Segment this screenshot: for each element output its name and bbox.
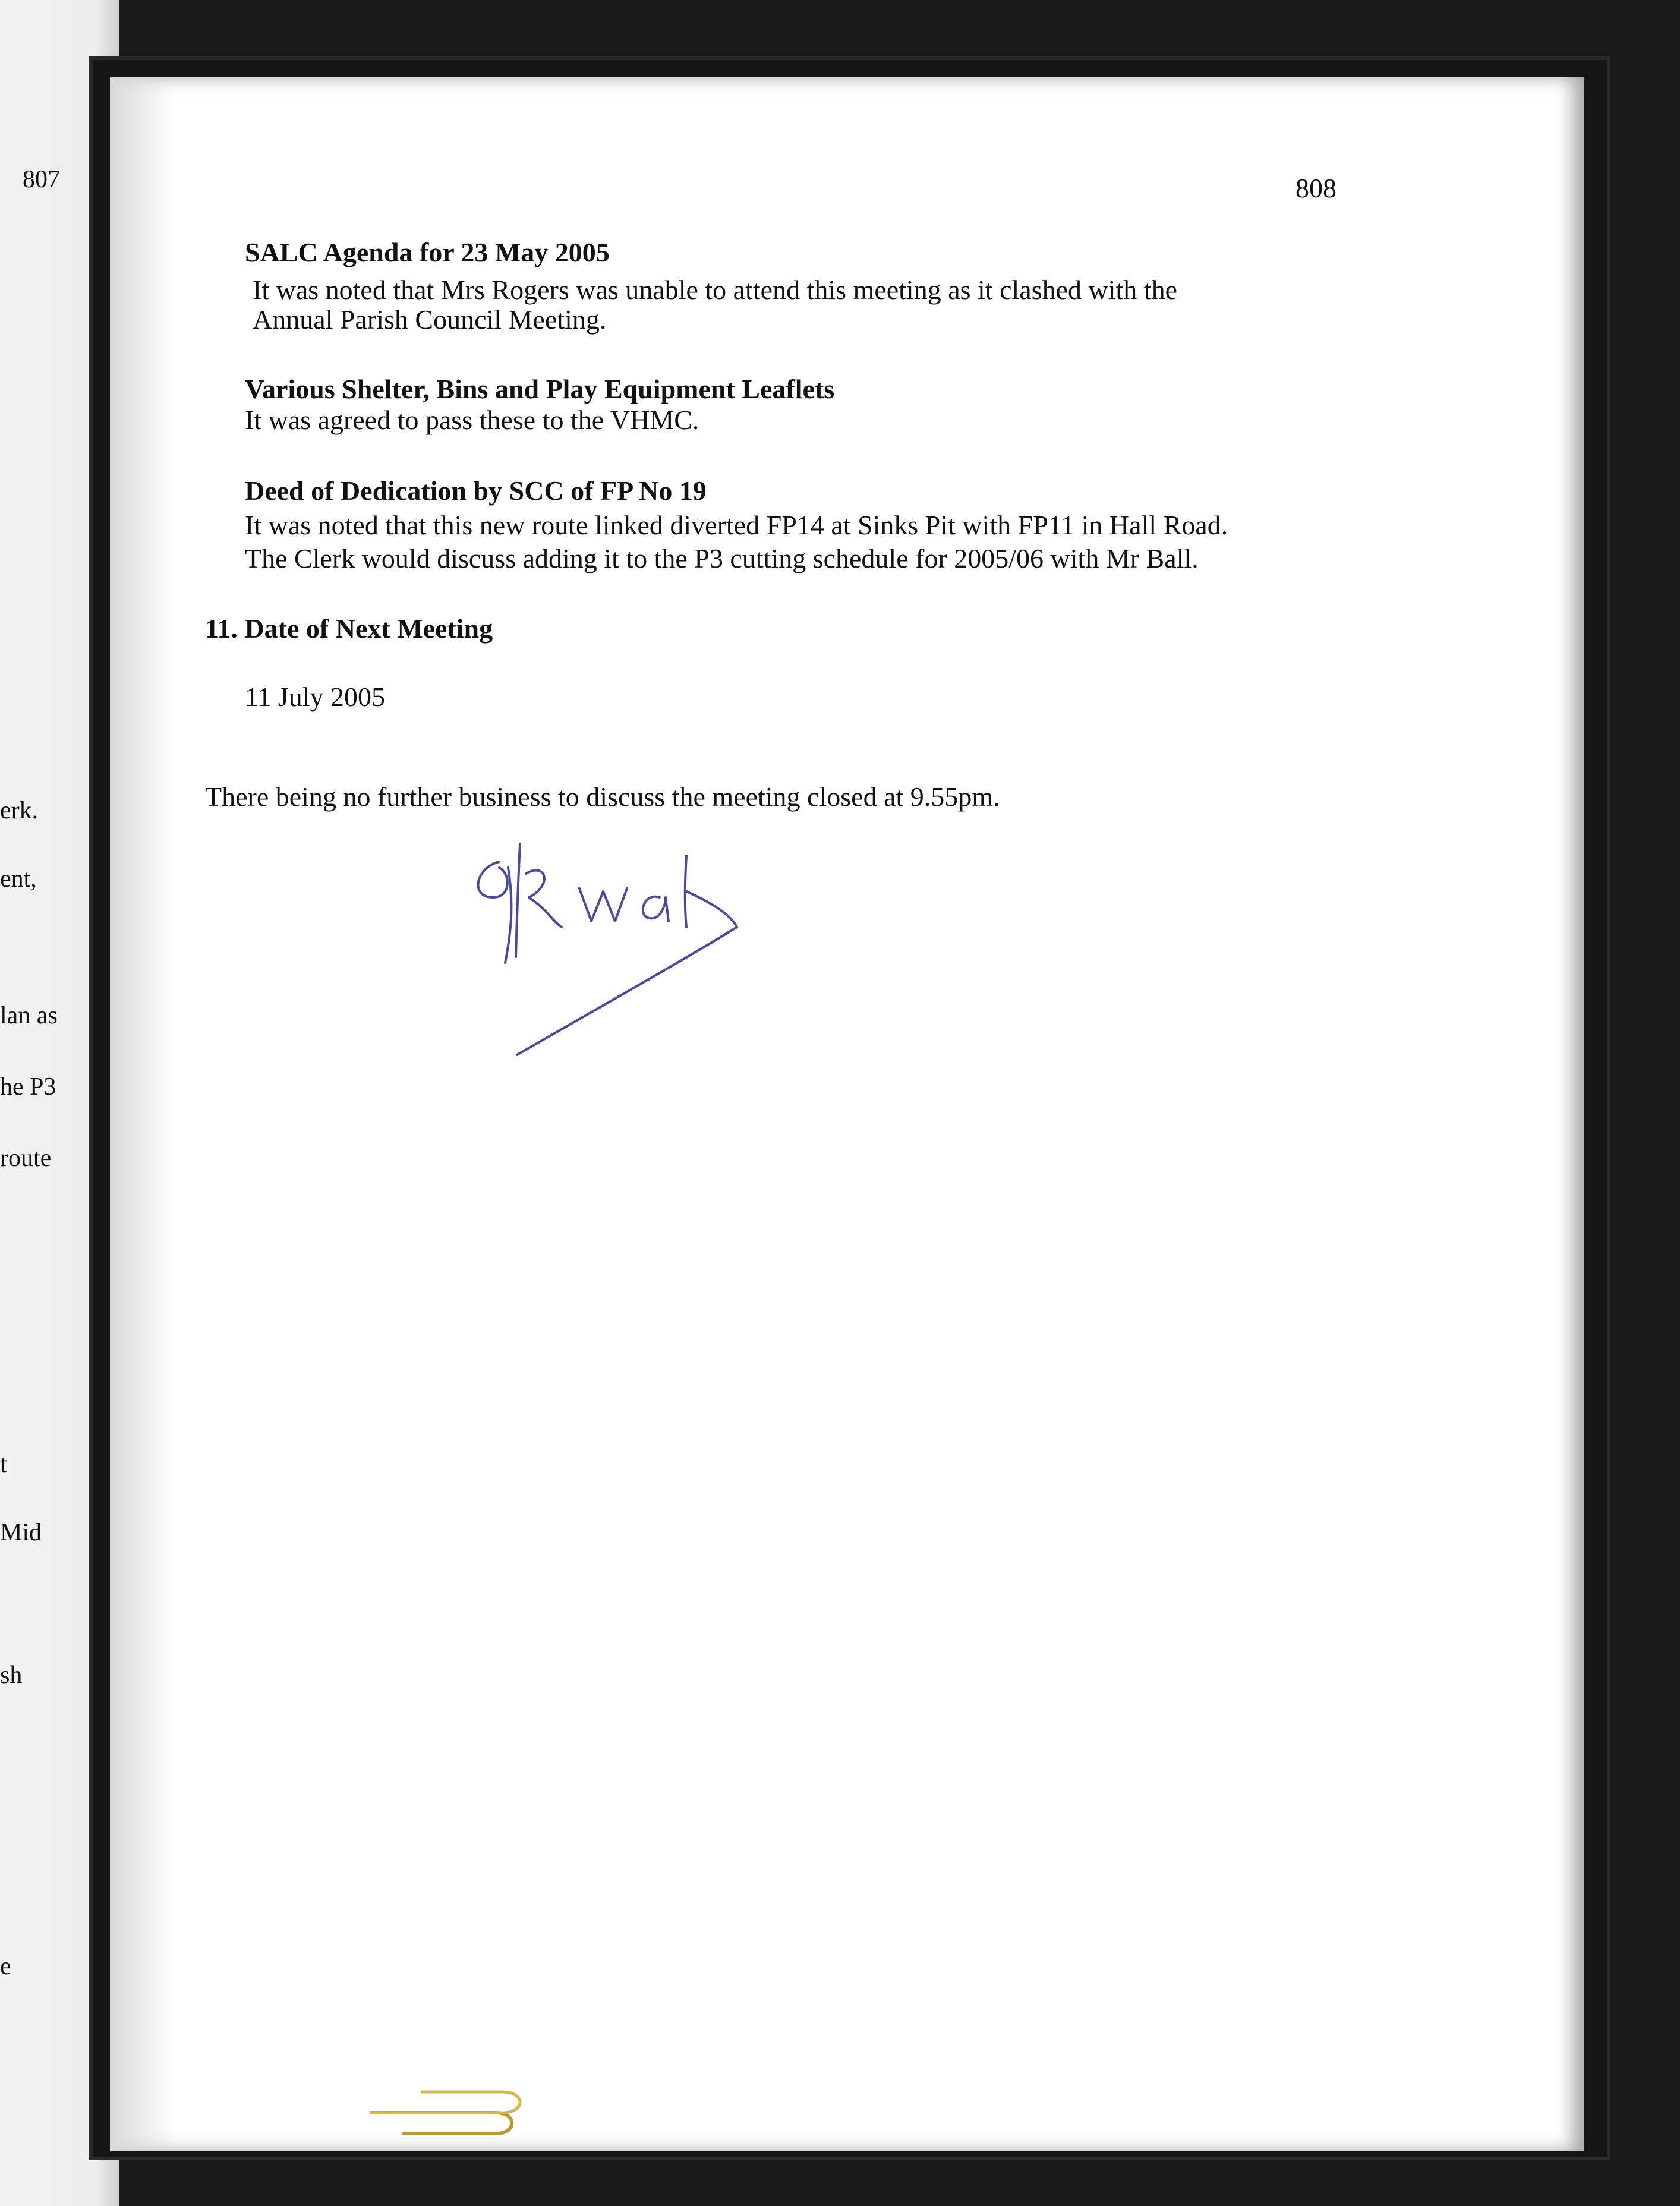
left-page-fragment: erk. [0,797,39,824]
leaflets-text-line: It was agreed to pass these to the VHMC. [245,405,699,435]
left-page-fragment: route [0,1145,52,1172]
left-page-fragment: Mid [0,1519,42,1546]
page-number: 808 [1296,173,1337,203]
left-page-fragment: t [0,1451,7,1478]
leaflets-heading: Various Shelter, Bins and Play Equipment Leaflets [245,374,835,404]
left-page-fragment: sh [0,1662,23,1689]
next-meeting-heading: 11. Date of Next Meeting [205,613,493,644]
deed-text-line: The Clerk would discuss adding it to the P3 cutting schedule for 2005/06 with Mr Ball. [245,543,1199,573]
left-page-fragment: he P3 [0,1073,56,1101]
left-page-number: 807 [23,166,60,193]
salc-heading: SALC Agenda for 23 May 2005 [245,237,610,267]
deed-heading: Deed of Dedication by SCC of FP No 19 [245,475,707,506]
next-meeting-date: 11 July 2005 [245,682,385,712]
salc-text-line: It was noted that Mrs Rogers was unable to attend this meeting as it clashed with the [253,275,1178,305]
closing-statement: There being no further business to discuss the meeting closed at 9.55pm. [205,781,1000,812]
deed-text-line: It was noted that this new route linked diverted FP14 at Sinks Pit with FP11 in Hall Road. [245,510,1228,540]
handwritten-signature [464,832,749,1064]
left-page-fragment: lan as [0,1002,58,1029]
left-page-fragment: ent, [0,865,37,893]
page-fold-shadow [110,77,175,2151]
paper-clip [368,2086,529,2139]
left-page-fragment: e [0,1953,11,1980]
paper-clip-icon [368,2086,529,2139]
salc-text-line: Annual Parish Council Meeting. [253,304,607,335]
